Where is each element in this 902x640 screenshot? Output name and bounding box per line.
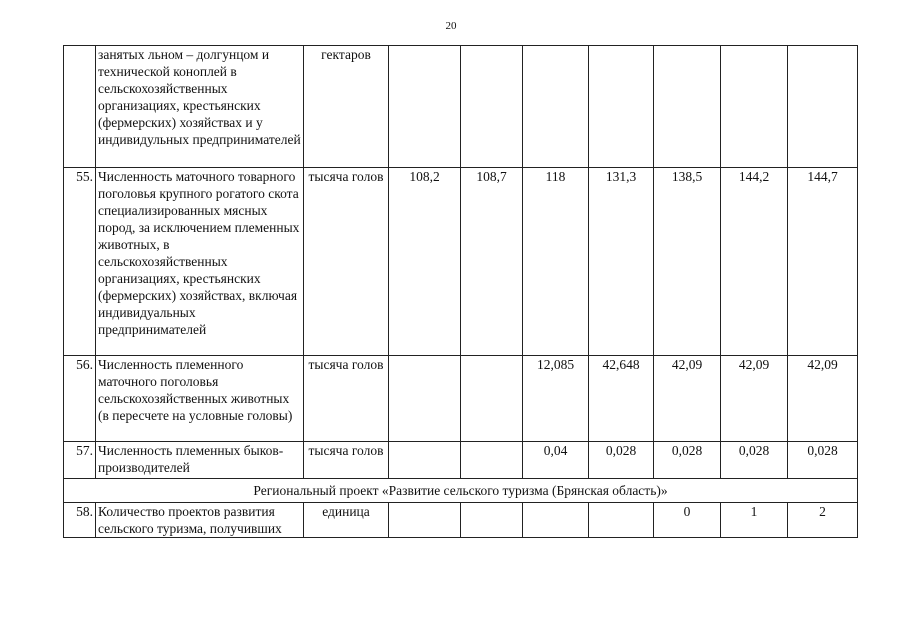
unit-of-measure: тысяча голов (304, 442, 389, 479)
value-cell (461, 442, 523, 479)
section-row (64, 479, 858, 503)
table-row (64, 356, 858, 442)
table-row (64, 168, 858, 356)
indicators-table (63, 45, 858, 538)
value-cell (461, 46, 523, 168)
value-cell: 0,028 (721, 442, 788, 479)
unit-of-measure: тысяча голов (304, 168, 389, 356)
table-row (64, 442, 858, 479)
table-row (64, 503, 858, 538)
indicator-name: Численность племенных быков-производителей (96, 442, 304, 479)
value-cell (523, 46, 589, 168)
value-cell: 12,085 (523, 356, 589, 442)
row-number: 55. (64, 168, 96, 356)
table-row (64, 46, 858, 168)
value-cell (589, 46, 654, 168)
value-cell: 0,028 (788, 442, 858, 479)
value-cell: 42,09 (654, 356, 721, 442)
value-cell: 2 (788, 503, 858, 538)
value-cell: 144,7 (788, 168, 858, 356)
value-cell (389, 442, 461, 479)
row-number: 57. (64, 442, 96, 479)
row-number: 58. (64, 503, 96, 538)
value-cell: 108,7 (461, 168, 523, 356)
unit-of-measure: единица (304, 503, 389, 538)
value-cell (721, 46, 788, 168)
value-cell: 108,2 (389, 168, 461, 356)
row-number (64, 46, 96, 168)
value-cell (461, 503, 523, 538)
value-cell: 118 (523, 168, 589, 356)
value-cell: 138,5 (654, 168, 721, 356)
section-title: Региональный проект «Развитие сельского туризма (Брянская область)» (64, 479, 858, 503)
value-cell (389, 503, 461, 538)
value-cell (654, 46, 721, 168)
page-number: 20 (445, 20, 457, 32)
value-cell (589, 503, 654, 538)
indicator-name: Численность племенного маточного поголовья сельскохозяйственных животных (в пересчете на условные головы) (96, 356, 304, 442)
value-cell: 0,04 (523, 442, 589, 479)
value-cell: 144,2 (721, 168, 788, 356)
value-cell: 1 (721, 503, 788, 538)
indicator-name: занятых льном – долгунцом и технической коноплей в сельскохозяйственных организациях, крестьянских (фермерских) хозяйствах и у индивидульных предпринимателей (96, 46, 304, 168)
value-cell: 42,09 (721, 356, 788, 442)
unit-of-measure: гектаров (304, 46, 389, 168)
value-cell (389, 356, 461, 442)
unit-of-measure: тысяча голов (304, 356, 389, 442)
value-cell: 0,028 (654, 442, 721, 479)
value-cell: 42,09 (788, 356, 858, 442)
value-cell (788, 46, 858, 168)
indicator-name: Численность маточного товарного поголовья крупного рогатого скота специализированных мясных пород, за исключением племенных животных, в сельскохозяйственных организациях, крестьянских (фермерских) хозяйствах, включая индивидуальных предпринимателей (96, 168, 304, 356)
value-cell: 131,3 (589, 168, 654, 356)
value-cell: 42,648 (589, 356, 654, 442)
value-cell: 0 (654, 503, 721, 538)
value-cell (461, 356, 523, 442)
row-number: 56. (64, 356, 96, 442)
value-cell: 0,028 (589, 442, 654, 479)
value-cell (389, 46, 461, 168)
value-cell (523, 503, 589, 538)
indicator-name: Количество проектов развития сельского туризма, получивших (96, 503, 304, 538)
